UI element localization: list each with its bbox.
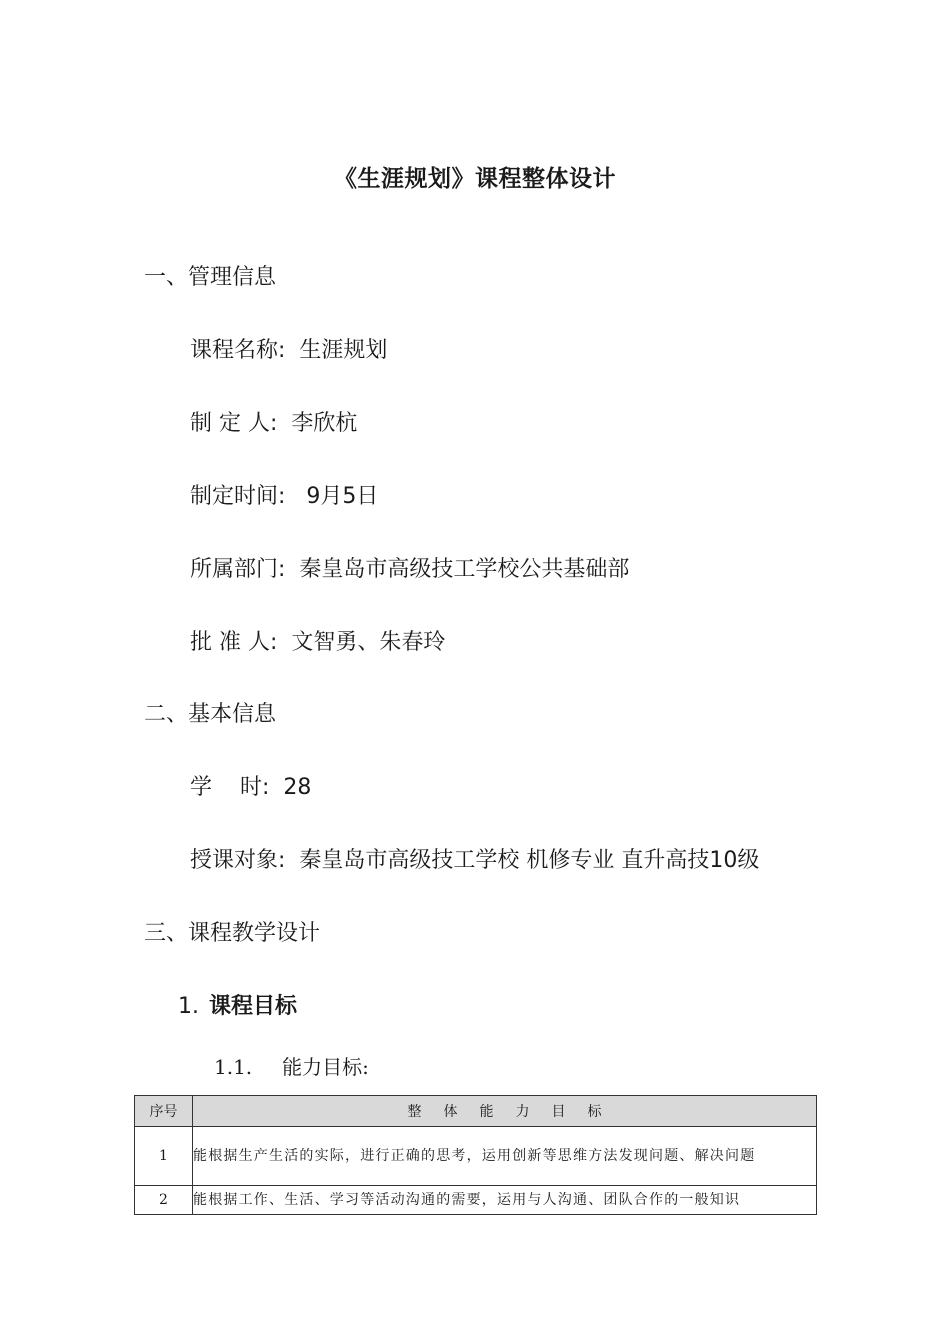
subsubheading-ability-goals <box>214 1052 369 1082</box>
field-label: 课程名称: <box>190 338 286 363</box>
field-label: 授课对象: <box>190 848 286 873</box>
section-heading-design: 三、课程教学设计 <box>144 921 321 946</box>
field-value: 秦皇岛市高级技工学校公共基础部 <box>299 557 630 582</box>
field-value: 文智勇、朱春玲 <box>291 630 446 655</box>
section-heading-basic: 二、基本信息 <box>144 702 277 727</box>
field-value: 李欣杭 <box>291 411 358 436</box>
section-heading-management: 一、管理信息 <box>144 265 277 290</box>
table-row <box>135 1186 817 1215</box>
subheading-number: 1. <box>178 994 199 1019</box>
field-author <box>190 409 357 439</box>
subsubheading-text: 能力目标: <box>282 1055 369 1079</box>
table-cell-text: 能根据工作、生活、学习等活动沟通的需要，运用与人沟通、团队合作的一般知识 <box>193 1186 817 1215</box>
page-title: 《生涯规划》课程整体设计 <box>334 166 616 192</box>
table-cell-number: 1 <box>135 1127 193 1186</box>
field-label: 制定时间: <box>190 484 286 509</box>
field-value: 28 <box>283 775 312 800</box>
subheading-text: 课程目标 <box>209 994 298 1019</box>
ability-goals-table <box>134 1095 817 1215</box>
table-header-row <box>135 1096 817 1127</box>
field-label: 学 时: <box>190 775 270 800</box>
table-cell-number: 2 <box>135 1186 193 1215</box>
table-header-goal: 整体能力目标 <box>193 1096 817 1127</box>
field-value: 9月5日 <box>299 484 379 509</box>
field-department <box>190 555 629 585</box>
subsubheading-number: 1.1. <box>214 1055 253 1079</box>
field-approver <box>190 628 445 658</box>
field-hours <box>190 773 311 803</box>
subheading-course-goals <box>178 992 297 1022</box>
field-value: 秦皇岛市高级技工学校 机修专业 直升高技10级 <box>299 848 760 873</box>
table-row <box>135 1127 817 1186</box>
field-label: 所属部门: <box>190 557 286 582</box>
table-header-number: 序号 <box>135 1096 193 1127</box>
field-label: 批 准 人: <box>190 630 278 655</box>
field-label: 制 定 人: <box>190 411 278 436</box>
field-date <box>190 482 378 512</box>
field-course-name <box>190 336 387 366</box>
field-value: 生涯规划 <box>299 338 388 363</box>
table-cell-text: 能根据生产生活的实际，进行正确的思考，运用创新等思维方法发现问题、解决问题 <box>193 1127 817 1186</box>
field-audience <box>190 846 759 876</box>
